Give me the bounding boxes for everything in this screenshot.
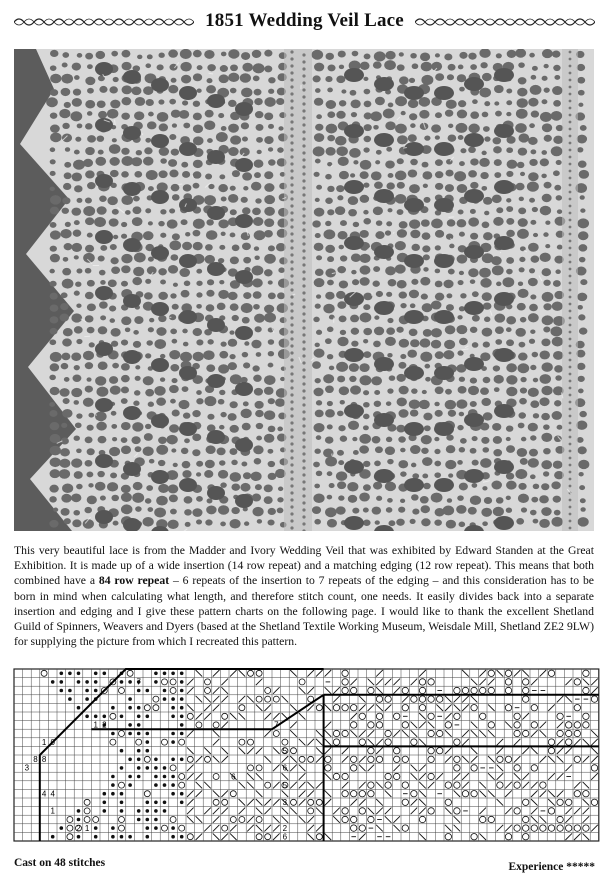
description-paragraph xyxy=(14,543,594,649)
description-part-2: – 6 repeats of the insertion to 7 repeats of the edging – and this consideration has to be born in mind when calculating what length, and therefore stitch count, one needs. It easily divides back into a separate insertion and edging and I give these pattern charts on the following page. I would like to thank the excellent Shetland Guild of Spinners, Weavers and Dyers (based at the Shetland Textile Working Museum, Weisdale Mill, Shetland ZE2 9LW) for supplying the picture from which I recreated this pattern. xyxy=(14,574,594,649)
row-number-label: 5 xyxy=(282,746,288,756)
description-bold: 84 row repeat xyxy=(98,574,170,588)
row-number-label: 0 xyxy=(50,737,55,747)
experience-rating: Experience ***** xyxy=(508,861,595,873)
page-header xyxy=(0,0,609,46)
row-number-label: 7 xyxy=(274,720,279,730)
knitting-chart-grid xyxy=(12,665,600,848)
row-number-label: 2 xyxy=(102,720,107,730)
row-number-label: 1 xyxy=(41,737,47,747)
row-number-label: 2 xyxy=(282,823,288,833)
cast-on-note: Cast on 48 stitches xyxy=(14,857,106,869)
row-number-label: 3 xyxy=(24,763,30,773)
row-number-label: 6 xyxy=(231,772,236,782)
row-number-label: 2 xyxy=(76,823,81,833)
row-number-label: 8 xyxy=(33,755,38,765)
row-number-label: 4 xyxy=(41,789,47,799)
row-number-label: 7 xyxy=(136,677,141,687)
row-number-label: 1 xyxy=(93,720,98,730)
row-number-label: 1 xyxy=(84,823,90,833)
row-number-label: 6 xyxy=(282,832,288,842)
row-number-label: 8 xyxy=(41,755,47,765)
row-number-label: 5 xyxy=(282,780,288,790)
row-number-label: 1 xyxy=(50,806,55,816)
page-title: 1851 Wedding Veil Lace xyxy=(205,10,404,31)
lace-chart xyxy=(12,665,600,848)
description-part-1: This very beautiful lace is from the Madder and Ivory Wedding Veil that was exhibited by Edward Standen at the Great Exhibition. It is made up of a wide insertion (14 row repeat) and a matching edging (12 row repeat). This means that both combined have a xyxy=(14,544,594,588)
lace-photo xyxy=(14,49,594,531)
row-number-label: 4 xyxy=(50,789,55,799)
row-number-label: 3 xyxy=(282,798,288,808)
row-number-label: 6 xyxy=(282,763,288,773)
lace-image xyxy=(14,49,594,531)
right-ornament-icon xyxy=(415,14,595,30)
